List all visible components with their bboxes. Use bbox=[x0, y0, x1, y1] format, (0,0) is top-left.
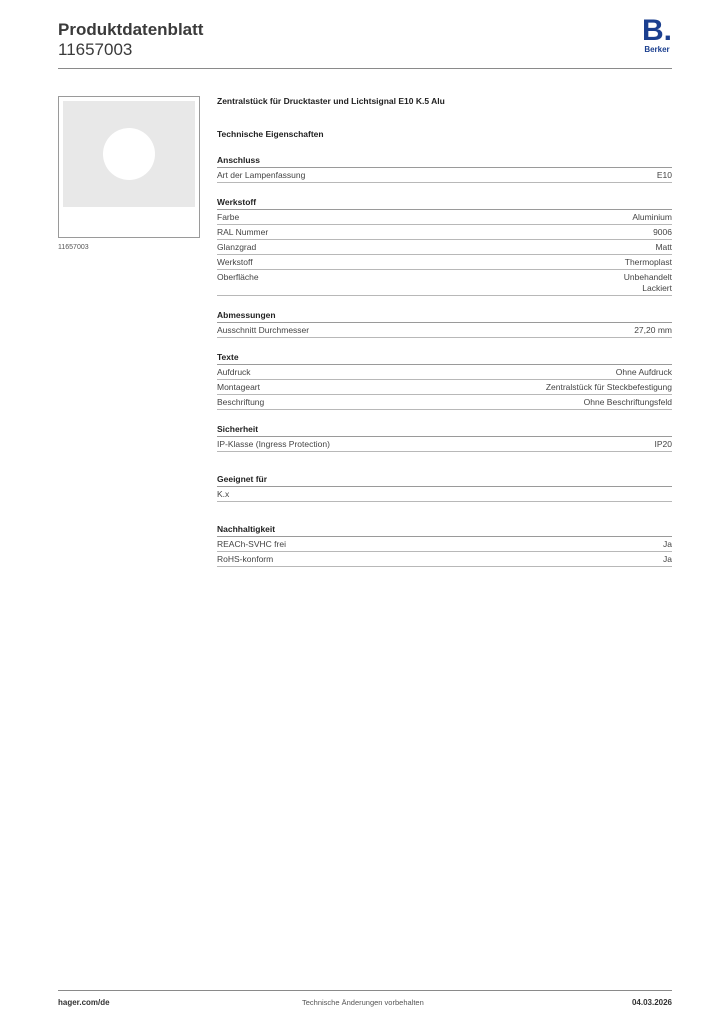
spec-value: Ja bbox=[663, 554, 672, 564]
spec-row bbox=[217, 365, 672, 380]
product-details bbox=[217, 96, 672, 567]
spec-row bbox=[217, 323, 672, 338]
spec-sections bbox=[217, 155, 672, 567]
spec-row bbox=[217, 537, 672, 552]
spec-section bbox=[217, 524, 672, 567]
section-title: Werkstoff bbox=[217, 197, 672, 210]
article-number: 11657003 bbox=[58, 40, 133, 59]
spec-value: IP20 bbox=[654, 439, 672, 449]
spec-value: Ja bbox=[663, 539, 672, 549]
footer-website: hager.com/de bbox=[58, 998, 110, 1007]
logo-text: Berker bbox=[644, 45, 670, 54]
spec-row bbox=[217, 210, 672, 225]
spec-value: E10 bbox=[656, 170, 672, 180]
spec-row bbox=[217, 225, 672, 240]
spec-row bbox=[217, 168, 672, 183]
footer-divider bbox=[58, 990, 672, 991]
spec-row bbox=[217, 255, 672, 270]
spec-row bbox=[217, 552, 672, 567]
spec-row bbox=[217, 437, 672, 452]
product-name: Zentralstück für Drucktaster und Lichtsignal E10 K.5 Alu bbox=[217, 96, 445, 106]
spec-section bbox=[217, 197, 672, 296]
spec-value: Unbehandelt Lackiert bbox=[623, 272, 672, 293]
spec-section bbox=[217, 424, 672, 452]
spec-section bbox=[217, 474, 672, 502]
spec-value: Thermoplast bbox=[624, 257, 672, 267]
spec-row bbox=[217, 240, 672, 255]
spec-row bbox=[217, 395, 672, 410]
header-divider bbox=[58, 68, 672, 69]
spec-value: 9006 bbox=[653, 227, 672, 237]
spec-label: Farbe bbox=[217, 212, 240, 222]
product-image bbox=[58, 96, 200, 238]
spec-label: RoHS-konform bbox=[217, 554, 274, 564]
spec-label: Glanzgrad bbox=[217, 242, 257, 252]
page-title: Produktdatenblatt bbox=[58, 20, 204, 39]
image-caption: 11657003 bbox=[58, 244, 89, 251]
section-title: Geeignet für bbox=[217, 474, 672, 487]
section-title: Abmessungen bbox=[217, 310, 672, 323]
spec-label: Montageart bbox=[217, 382, 260, 392]
product-plate bbox=[63, 101, 195, 207]
spec-label: Oberfläche bbox=[217, 272, 259, 282]
spec-row bbox=[217, 487, 672, 502]
spec-value: Aluminium bbox=[632, 212, 672, 222]
section-title: Texte bbox=[217, 352, 672, 365]
spec-section bbox=[217, 352, 672, 410]
spec-section bbox=[217, 155, 672, 183]
spec-label: REACh-SVHC frei bbox=[217, 539, 286, 549]
spec-row bbox=[217, 270, 672, 296]
spec-label: RAL Nummer bbox=[217, 227, 269, 237]
spec-row bbox=[217, 380, 672, 395]
spec-value: Matt bbox=[655, 242, 672, 252]
footer-date: 04.03.2026 bbox=[631, 998, 672, 1007]
section-title: Anschluss bbox=[217, 155, 672, 168]
spec-label: IP-Klasse (Ingress Protection) bbox=[217, 439, 330, 449]
spec-section bbox=[217, 310, 672, 338]
spec-label: Beschriftung bbox=[217, 397, 265, 407]
spec-label: Aufdruck bbox=[217, 367, 251, 377]
logo-mark: B. bbox=[642, 14, 672, 47]
berker-logo bbox=[640, 14, 674, 54]
spec-label: Art der Lampenfassung bbox=[217, 170, 306, 180]
tech-heading: Technische Eigenschaften bbox=[217, 129, 324, 139]
product-center-hole bbox=[103, 128, 155, 180]
spec-value: 27,20 mm bbox=[634, 325, 672, 335]
section-title: Nachhaltigkeit bbox=[217, 524, 672, 537]
spec-value: Ohne Beschriftungsfeld bbox=[583, 397, 672, 407]
footer-disclaimer: Technische Änderungen vorbehalten bbox=[302, 998, 424, 1007]
spec-label: Werkstoff bbox=[217, 257, 253, 267]
spec-value: Ohne Aufdruck bbox=[615, 367, 672, 377]
spec-label: K.x bbox=[217, 489, 230, 499]
spec-value: Zentralstück für Steckbefestigung bbox=[545, 382, 672, 392]
section-title: Sicherheit bbox=[217, 424, 672, 437]
spec-label: Ausschnitt Durchmesser bbox=[217, 325, 310, 335]
